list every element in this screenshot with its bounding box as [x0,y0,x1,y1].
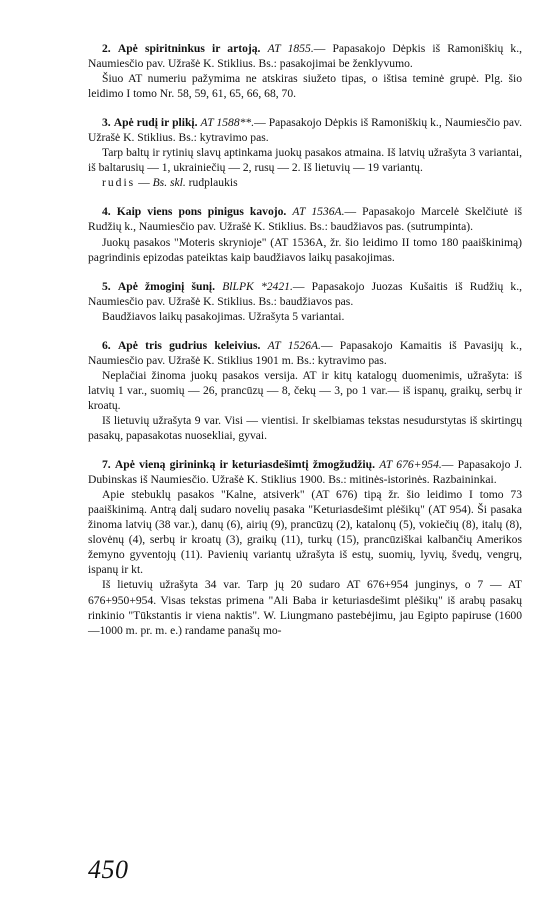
source-info: — Papasakojo Juozas Kušaitis iš Rudžių k., Naumiesčio pav. Užrašė K. Stiklius. Bs.: baudžiavos pas. [88,279,523,308]
text-column [88,41,522,652]
gloss-dash: — [138,176,150,190]
type-code: AT 1526A. [267,338,321,352]
entry-heading [88,279,522,309]
source-info: — Papasakojo Dėpkis iš Ramoniškių k., Naumiesčio pav. Užrašė K. Stiklius. Bs.: pasakojimai be ženklyvumo. [88,42,522,71]
gloss-abbr: Bs. skl. [152,176,186,190]
commentary-paragraph: Apie stebuklų pasakos "Kalne, atsiverk" (AT 676) tipą žr. šio leidimo I tomo 73 paaiškinimą. Antrą dalį sudaro novelių pasaka "Keturiasdešimt plėšikų" (AT 954). Ši pasaka žinoma latvių (38 var.), danų (6), airių (9), prancūzų (2), katalonų (5), vokiečių (8), italų (8), slovėnų (4), serbų ir kroatų (3), graikų (11), turkų (15), prancūziškai kalbančių Amerikos žemyno gyventojų (11). Pavienių variantų užrašyta iš estų, suomių, lyvių, švedų, vengrų, ispanų ir kt. [88,488,522,577]
entry-title: Apė vieną girininką ir keturiasdešimtį žmogžudžių. [114,458,375,472]
type-code: AT 1536A. [292,205,345,219]
glossary-line [88,175,522,190]
entry-title: Apė spiritninkus ir artoją. [117,42,261,55]
entry-heading [88,457,522,487]
entry-heading [88,204,522,234]
type-code: AT 676+954. [379,458,442,472]
entry-heading [88,115,522,145]
commentary-entry-7 [88,457,522,638]
entry-title: Apė rudį ir plikį. [113,116,198,130]
source-info: — Papasakojo J. Dubinskas iš Naumiesčio. Užrašė K. Stiklius 1900. Bs.: mitinės-istorinės. Razbaininkai. [88,458,522,487]
commentary-entry-2 [88,41,522,101]
type-code: AT 1588**. [200,116,255,130]
commentary-paragraph: Baudžiavos laikų pasakojimas. Užrašyta 5 variantai. [102,309,345,323]
entry-title: Apė tris gudrius keleivius. [117,338,261,352]
commentary-paragraph: Neplačiai žinoma juokų pasakos versija. AT ir kitų katalogų duomenimis, užrašyta: iš latvių 1 var., suomių — 26, prancūzų — 8, čekų — 3, po 1 var.— iš ispanų, graikų, serbų ir kroatų. [88,368,522,412]
gloss-word: rudis [102,176,136,190]
entry-title: Kaip viens pons pinigus kavojo. [116,205,287,219]
entry-number: 6. [102,338,111,352]
commentary-entry-4 [88,204,522,264]
entry-number: 7. [102,458,111,472]
entry-title: Apė žmoginį šunį. [117,279,216,293]
commentary-paragraph: Iš lietuvių užrašyta 9 var. Visi — vientisi. Ir skelbiamas tekstas nesudurstytas iš skirtingų pasakų, papasakotas nuosekliai, gyvai. [88,413,522,443]
type-code: BlLPK *2421. [222,279,293,293]
type-code: AT 1855. [267,42,314,55]
commentary-paragraph: Tarp baltų ir rytinių slavų aptinkama juokų pasakos atmaina. Iš latvių užrašyta 3 variantai, iš baltarusių — 1, ukrainiečių — 2, rusų — 2. Iš lietuvių — 19 variantų. [88,146,522,175]
commentary-paragraph: Juokų pasakos "Moteris skrynioje" (AT 1536A, žr. šio leidimo II tomo 180 paaiškinimą) pagrindinis epizodas pateiktas kaip baudžiavos laikų pasakojimas. [88,235,522,264]
source-info: — Papasakojo Kamaitis iš Pavasijų k., Naumiesčio pav. Užrašė K. Stiklius 1901 m. Bs.: kytravimo pas. [88,338,522,367]
commentary-entry-6 [88,338,522,443]
commentary-paragraph: Iš lietuvių užrašyta 34 var. Tarp jų 20 sudaro AT 676+954 junginys, o 7 — AT 676+950+954. Visas tekstas primena "Ali Baba ir keturiasdešimt plėšikų" iš arabų pasakų rinkinio "Tūkstantis ir viena naktis". W. Liungmano pastebėjimu, jau Egipto papiruse (1600—1000 m. pr. m. e.) randame panašų mo- [88,578,522,637]
entry-number: 4. [102,205,111,219]
commentary-entry-5 [88,279,522,324]
entry-number: 2. [102,42,111,55]
entry-heading [88,338,522,368]
commentary-entry-3 [88,115,522,190]
entry-heading [88,41,522,71]
entry-number: 3. [102,116,111,130]
commentary-paragraph: Šiuo AT numeriu pažymima ne atskiras siužeto tipas, o ištisa teminė grupė. Plg. šio leidimo I tomo Nr. 58, 59, 61, 65, 66, 68, 70. [88,72,522,101]
gloss-meaning: rudplaukis [188,176,238,190]
entry-number: 5. [102,279,111,293]
page-number: 450 [88,855,129,884]
source-info: — Papasakojo Dėpkis iš Ramoniškių k., Naumiesčio pav. Užrašė K. Stiklius. Bs.: kytravimo pas. [88,116,522,145]
source-info: — Papasakojo Marcelė Skelčiutė iš Rudžių k., Naumiesčio pav. Užrašė K. Stiklius. Bs.: baudžiavos pas. (sutrumpinta). [88,205,522,234]
